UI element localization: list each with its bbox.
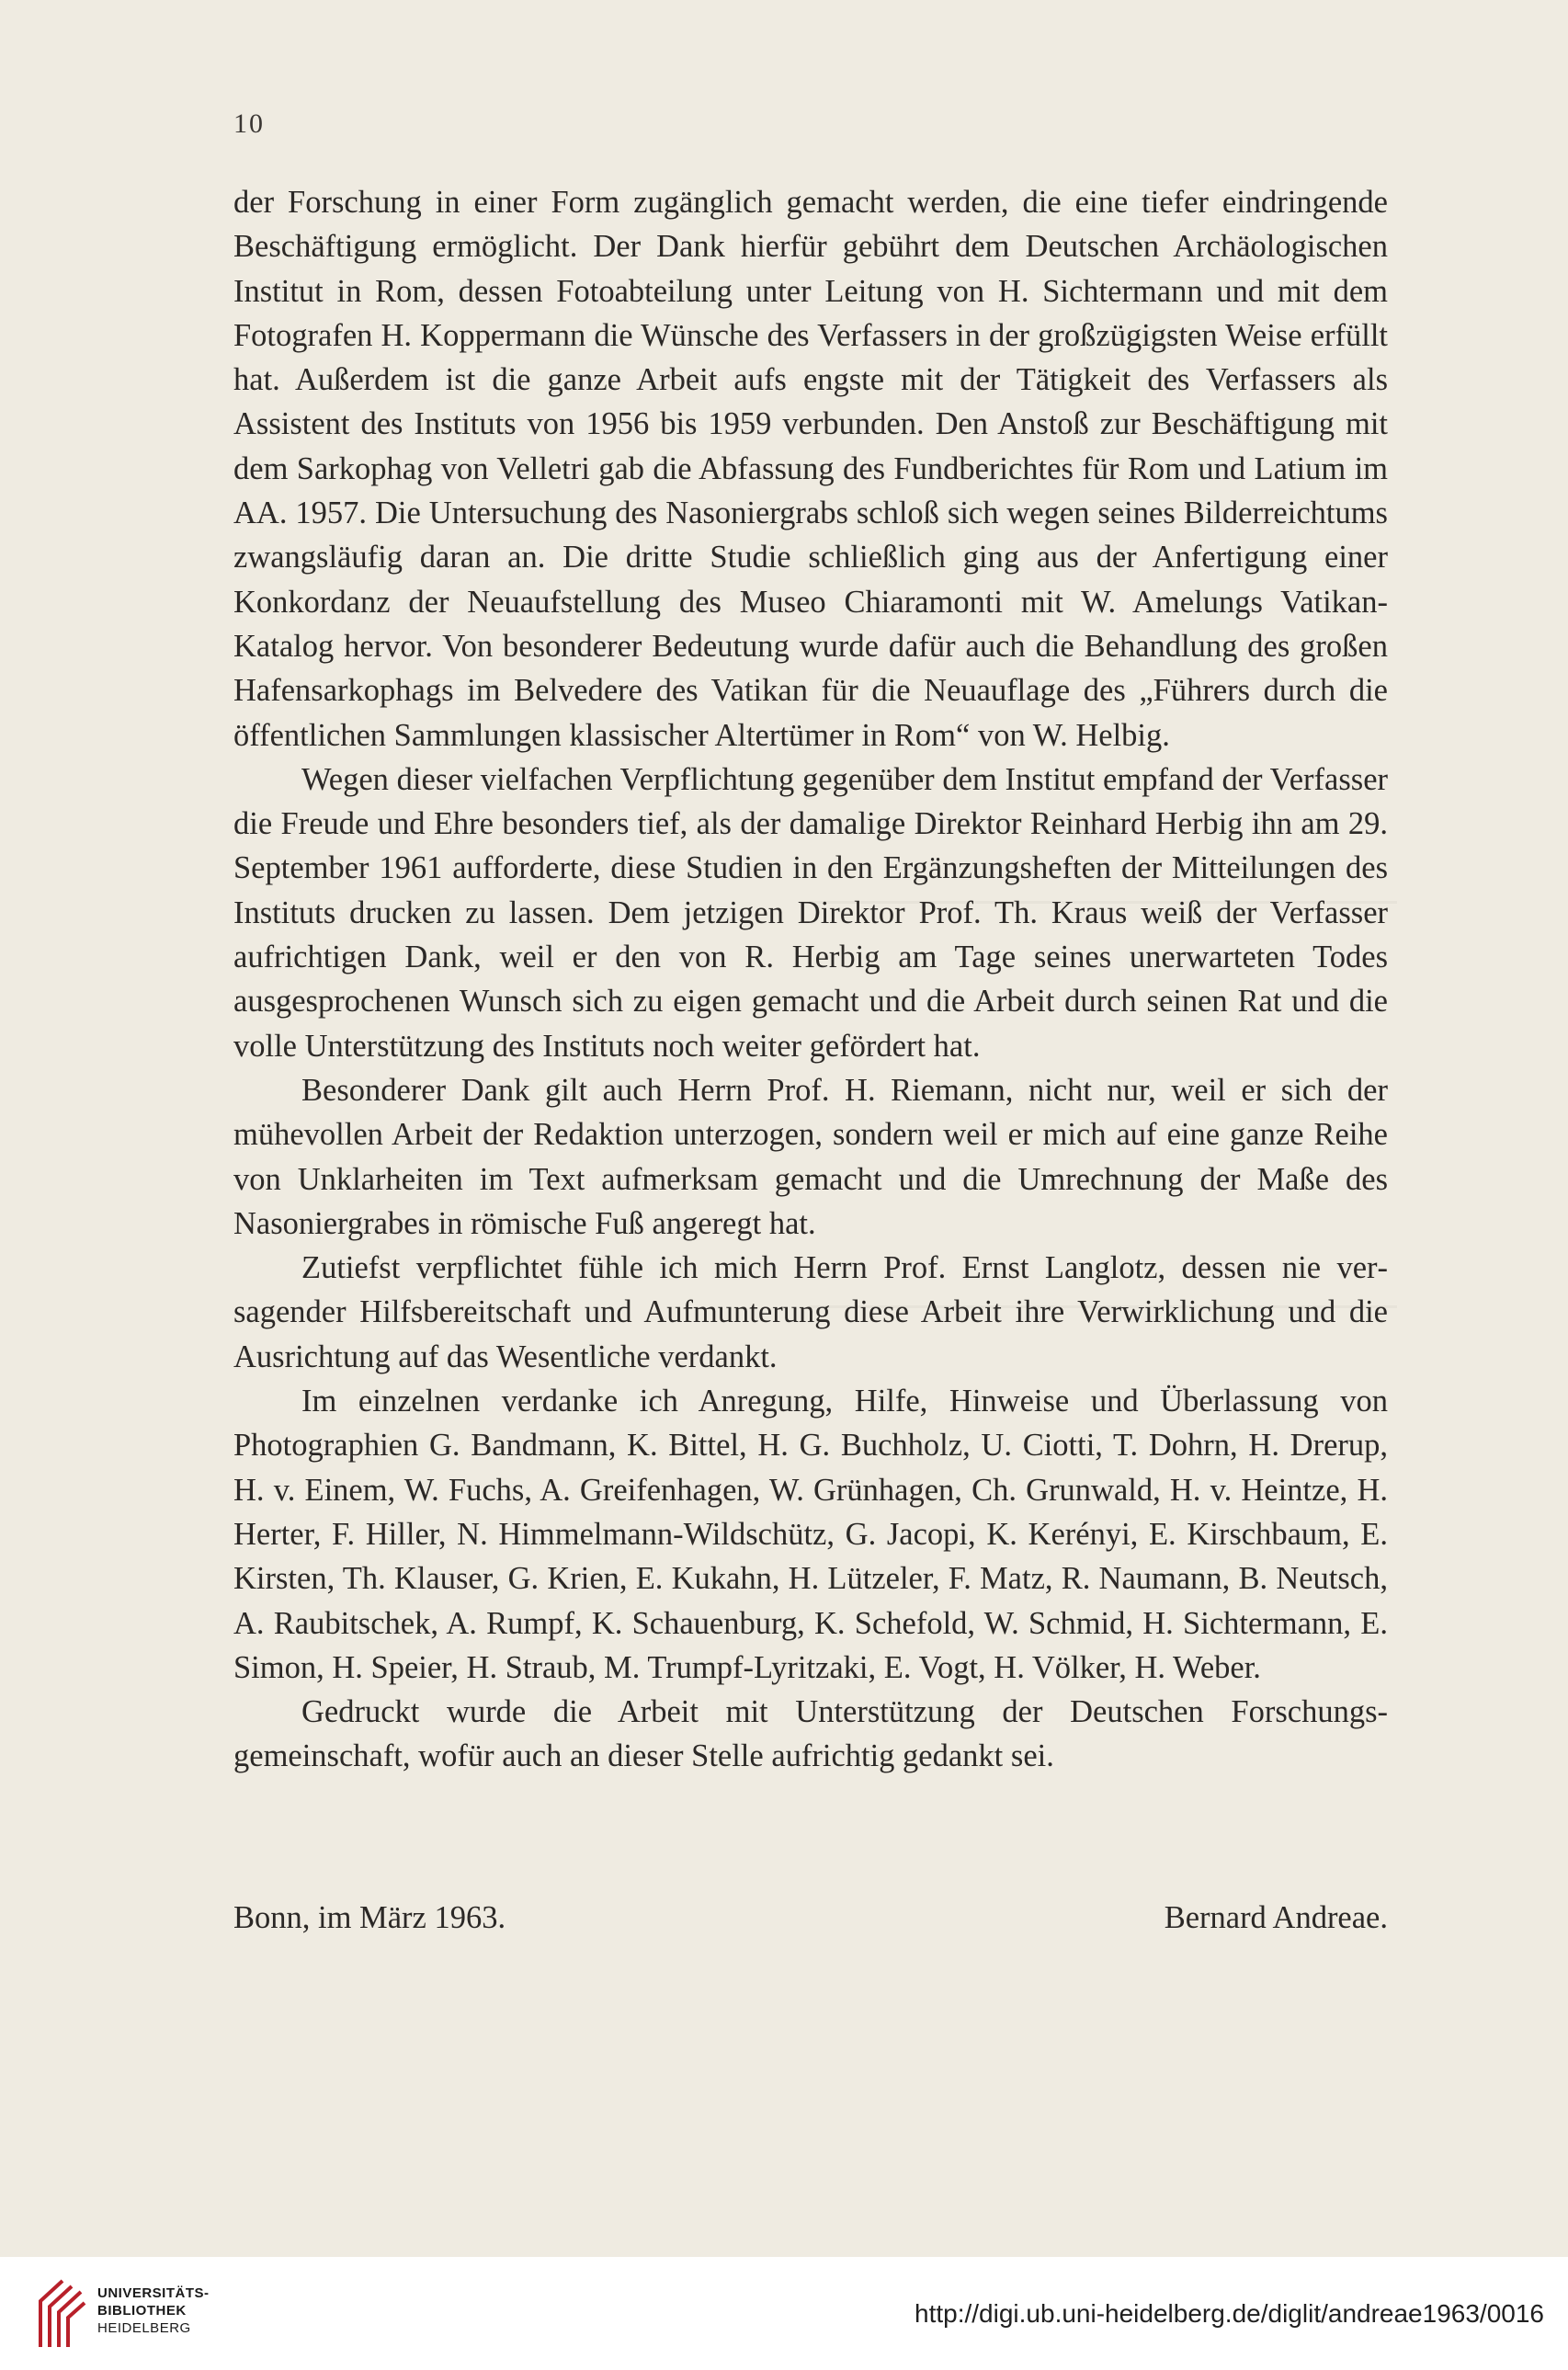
paragraph: Wegen dieser vielfachen Verpflichtung gegenüber dem Institut empfand der Verfasser die Freude und Ehre besonders tief, als der damalige Direktor Reinhard Herbig ihn am 29. September 1961 aufforderte, diese Studien in den Ergänzungsheften der Mitteilungen des Instituts drucken zu lassen. Dem jetzigen Direktor Prof. Th. Kraus weiß der Verfasser aufrichtigen Dank, weil er den von R. Herbig am Tage seines unerwarteten Todes ausgesprochenen Wunsch sich zu eigen gemacht und die Arbeit durch seinen Rat und die volle Unterstützung des Instituts noch weiter gefördert hat. bbox=[233, 761, 1388, 1064]
library-name-line: UNIVERSITÄTS- bbox=[97, 2285, 210, 2301]
footer-bar bbox=[0, 2257, 1568, 2370]
paragraph: Gedruckt wurde die Arbeit mit Unterstützung der Deutschen Forschungsgemeinschaft, wofür auch an dieser Stelle aufrichtig gedankt sei. bbox=[233, 1694, 1388, 1774]
place-date: Bonn, im März 1963. bbox=[233, 1900, 506, 1935]
body-text bbox=[233, 180, 1388, 1779]
page-number: 10 bbox=[233, 108, 265, 139]
paragraph: Besonderer Dank gilt auch Herrn Prof. H. Riemann, nicht nur, weil er sich der mühevollen Arbeit der Redaktion unterzogen, sondern weil er mich auf eine ganze Reihe von Unklarheiten im Text aufmerksam gemacht und die Umrechnung der Maße des Nasoniergrabes in römische Fuß angeregt hat. bbox=[233, 1072, 1388, 1241]
paragraph: Zutiefst verpflichtet fühle ich mich Herrn Prof. Ernst Langlotz, dessen nie versagender Hilfsbereitschaft und Aufmunterung diese Arbeit ihre Verwirklichung und die Ausrichtung auf das Wesentliche verdankt. bbox=[233, 1250, 1388, 1374]
paragraph: Im einzelnen verdanke ich Anregung, Hilfe, Hinweise und Überlassung von Photographien G. Bandmann, K. Bittel, H. G. Buchholz, U. Ciotti, T. Dohrn, H. Drerup, H. v. Einem, W. Fuchs, A. Greifenhagen, W. Grünhagen, Ch. Grunwald, H. v. Heintze, H. Herter, F. Hiller, N. Himmelmann-Wildschütz, G. Jacopi, K. Kerényi, E. Kirschbaum, E. Kirsten, Th. Klauser, G. Krien, E. Kukahn, H. Lützeler, F. Matz, R. Naumann, B. Neutsch, A. Raubitschek, A. Rumpf, K. Schauenburg, K. Schefold, W. Schmid, H. Sichtermann, E. Simon, H. Speier, H. Straub, M. Trumpf-Lyritzaki, E. Vogt, H. Völker, H. Weber. bbox=[233, 1384, 1388, 1685]
library-name-line: HEIDELBERG bbox=[97, 2320, 191, 2336]
source-url-link[interactable]: http://digi.ub.uni-heidelberg.de/diglit/andreae1963/0016 bbox=[915, 2299, 1544, 2328]
library-logo-icon bbox=[35, 2277, 88, 2349]
library-name-line: BIBLIOTHEK bbox=[97, 2303, 187, 2319]
paragraph: der Forschung in einer Form zugänglich gemacht werden, die eine tiefer eindringende Beschäftigung ermöglicht. Der Dank hierfür gebührt dem Deutschen Archäologischen Institut in Rom, dessen Fotoabteilung unter Leitung von H. Sichtermann und mit dem Fotografen H. Koppermann die Wünsche des Verfassers in der großzügigsten Weise erfüllt hat. Außerdem ist die ganze Arbeit aufs engste mit der Tätigkeit des Verfassers als Assistent des Instituts von 1956 bis 1959 verbunden. Den Anstoß zur Beschäftigung mit dem Sarkophag von Velletri gab die Abfassung des Fundberichtes für Rom und Latium im AA. 1957. Die Untersuchung des Nasoniergrabs schloß sich wegen seines Bilderreichtums zwangsläufig daran an. Die dritte Studie schließlich ging aus der Anfertigung einer Konkordanz der Neuaufstellung des Museo Chiaramonti mit W. Amelungs Vatikan-Katalog hervor. Von besonderer Bedeutung wurde dafür auch die Behandlung des großen Hafensarkophags im Belvedere des Vatikan für die Neuauflage des „Führers durch die öffentlichen Sammlungen klassischer Altertümer in Rom“ von W. Helbig. bbox=[233, 185, 1388, 753]
library-name bbox=[97, 2285, 210, 2337]
author-name: Bernard Andreae. bbox=[1164, 1900, 1388, 1935]
signature-line bbox=[233, 1896, 1388, 1940]
